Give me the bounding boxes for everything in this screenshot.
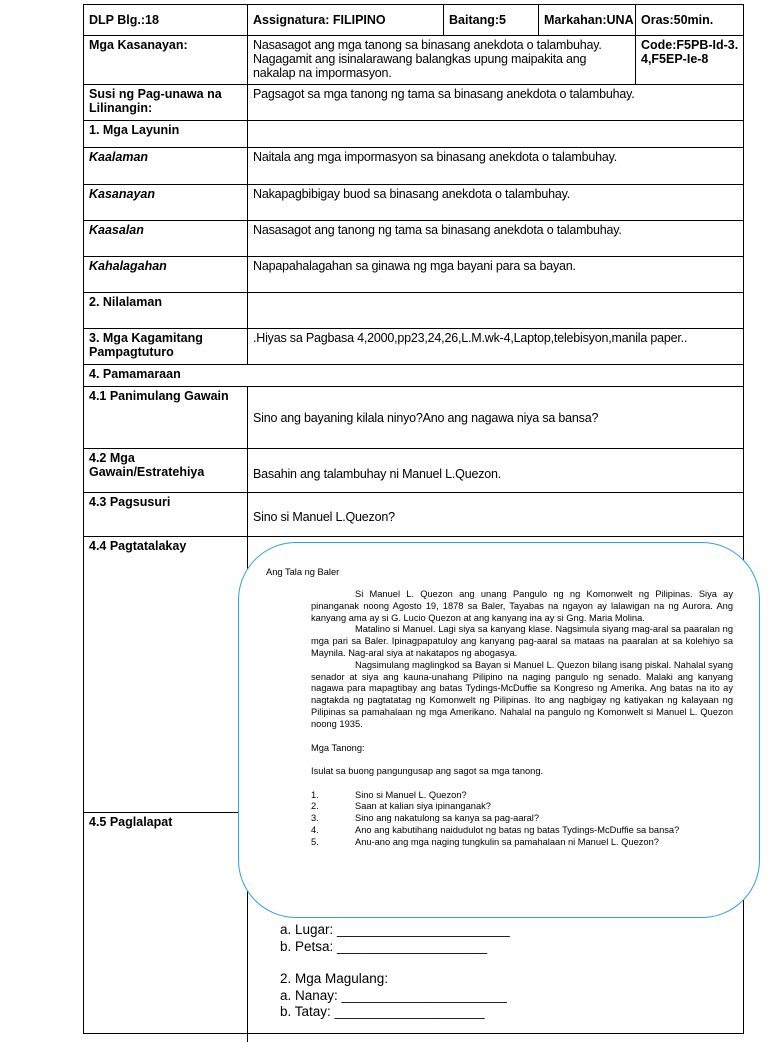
question-item: 2. Saan at kalian siya ipinanganak?: [311, 801, 491, 812]
kasanayan-label: Mga Kasanayan:: [89, 38, 188, 52]
pagsusuri-row: [84, 492, 743, 536]
dlp-number: DLP Blg.:18: [89, 13, 159, 27]
gawain-label: 4.2 Mga Gawain/Estratehiya: [89, 451, 205, 479]
question-item: 3. Sino ang nakatulong sa kanya sa pag-aaral?: [311, 813, 540, 824]
kaasalan-row: [84, 220, 743, 256]
story-title: Ang Tala ng Baler: [266, 567, 340, 577]
story-paragraph: Nagsimulang maglingkod sa Bayan si Manuel L. Quezon bilang isang piskal. Nahalal syang senador at siya ang kauna-unahang Pilipino na naging pangulo ng senado. Malaki ang kanyang nagawa para mapagtibay ang batas Tydings-McDuffie sa Kongreso ng Amerika. Ang batas na ito ay nagtakda ng pagtatatag ng Komonwelt ng Pilipinas. Ito ang nagbigay ng katiyakan ng kalayaan ng Pilipinas sa pamahalaan ng mga Amerikano. Nahalal na pangulo ng Komonwelt si Manuel L. Quezon noong 1935.: [311, 659, 733, 729]
paglalapat-label: 4.5 Paglalapat: [89, 815, 173, 829]
pamamaraan-label: 4. Pamamaraan: [89, 367, 181, 381]
grade-level: Baitang:5: [443, 5, 538, 35]
story-paragraph: Matalino si Manuel. Lagi siya sa kanyang klase. Nagsimula siyang mag-aral sa paaralan ng mga pari sa Baler. Ipinagpapatuloy ang kanyang pag-aaral sa mataas na paaralan at sa kolehiyo sa Maynila. Nag-aral siya at nakatapos ng abogasya.: [311, 624, 733, 658]
competency-code: Code:F5PB-Id-3.4,F5EP-Ie-8: [635, 36, 745, 84]
questions-heading: Mga Tanong:: [311, 743, 365, 753]
pagsusuri-label: 4.3 Pagsusuri: [89, 495, 171, 509]
layunin-label: 1. Mga Layunin: [89, 123, 180, 137]
pamamaraan-row: [84, 364, 743, 386]
kaalaman-label: Kaalaman: [89, 150, 149, 164]
question-item: 5. Anu-ano ang mga naging tungkulin sa pamahalaan ni Manuel L. Quezon?: [311, 836, 659, 847]
susi-label: Susi ng Pag-unawa na Lilinangin:: [89, 87, 222, 115]
tatay-blank: b. Tatay: ____________________: [280, 1004, 485, 1019]
biography-callout: [238, 542, 760, 918]
kahalagahan-text: Napapahalagahan sa ginawa ng mga bayani para sa bayan.: [247, 257, 743, 292]
gawain-text: Basahin ang talambuhay ni Manuel L.Quezon.: [247, 449, 743, 492]
panimula-text: Sino ang bayaning kilala ninyo?Ano ang nagawa niya sa bansa?: [247, 387, 743, 448]
magulang-heading: 2. Mga Magulang:: [280, 971, 389, 986]
kasanayan-objective-row: [84, 184, 743, 220]
worksheet-blanks: [280, 909, 510, 1021]
petsa-blank: b. Petsa: ____________________: [280, 938, 488, 954]
panimula-label: 4.1 Panimulang Gawain: [89, 389, 229, 403]
questions-list: [311, 790, 741, 849]
pagsusuri-text: Sino si Manuel L.Quezon?: [247, 493, 743, 536]
lugar-blank: a. Lugar: _______________________: [280, 922, 510, 937]
kaasalan-text: Nasasagot ang tanong ng tama sa binasang anekdota o talambuhay.: [247, 221, 743, 256]
kagamitan-label: 3. Mga Kagamitang Pampagtuturo: [89, 331, 203, 359]
kaasalan-label: Kaasalan: [89, 223, 144, 237]
header-row: [84, 5, 743, 35]
questions-instruction: Isulat sa buong pangungusap ang sagot sa mga tanong.: [311, 765, 544, 776]
kasanayan-objective-label: Kasanayan: [89, 187, 156, 201]
pagtatalakay-label: 4.4 Pagtatalakay: [89, 539, 187, 553]
kagamitan-row: [84, 328, 743, 364]
questions-section: [311, 743, 741, 849]
layunin-empty: [247, 121, 743, 147]
subject: Assignatura: FILIPINO: [247, 5, 443, 35]
layunin-row: [84, 120, 743, 147]
kasanayan-row: [84, 35, 743, 84]
panimula-row: [84, 386, 743, 448]
kaalaman-text: Naitala ang mga impormasyon sa binasang anekdota o talambuhay.: [247, 148, 743, 184]
kaalaman-row: [84, 147, 743, 184]
nilalaman-label: 2. Nilalaman: [89, 295, 162, 309]
nilalaman-empty: [247, 293, 743, 328]
duration: Oras:50min.: [635, 5, 745, 35]
question-item: 4. Ano ang kabutihang naidudulot ng batas ng batas Tydings-McDuffie sa bansa?: [311, 824, 680, 835]
kasanayan-text: Nasasagot ang mga tanong sa binasang anekdota o talambuhay. Nagagamit ang isinalarawang balangkas upung maipakita ang nakalap na impormasyon.: [247, 36, 635, 84]
kasanayan-objective-text: Nakapagbibigay buod sa binasang anekdota o talambuhay.: [247, 185, 743, 220]
story-paragraph: Si Manuel L. Quezon ang unang Pangulo ng ng Komonwelt ng Pilipinas. Siya ay pinanganak noong Agosto 19, 1878 sa Baler, Tayabas na ngayon ay lalawigan na ng Aurora. Ang kanyang ama ay si G. Lucio Quezon at ang kanyang ina ay si Gng. Maria Molina.: [311, 589, 733, 623]
susi-row: [84, 84, 743, 120]
kahalagahan-label: Kahalagahan: [89, 259, 167, 273]
kahalagahan-row: [84, 256, 743, 292]
question-item: 1. Sino si Manuel L. Quezon?: [311, 789, 467, 800]
kagamitan-text: .Hiyas sa Pagbasa 4,2000,pp23,24,26,L.M.wk-4,Laptop,telebisyon,manila paper..: [247, 329, 743, 364]
nilalaman-row: [84, 292, 743, 328]
story-text: [311, 589, 733, 731]
nanay-blank: a. Nanay: ______________________: [280, 987, 507, 1003]
quarter: Markahan:UNA: [538, 5, 635, 35]
gawain-row: [84, 448, 743, 492]
susi-text: Pagsagot sa mga tanong ng tama sa binasang anekdota o talambuhay.: [247, 85, 743, 120]
